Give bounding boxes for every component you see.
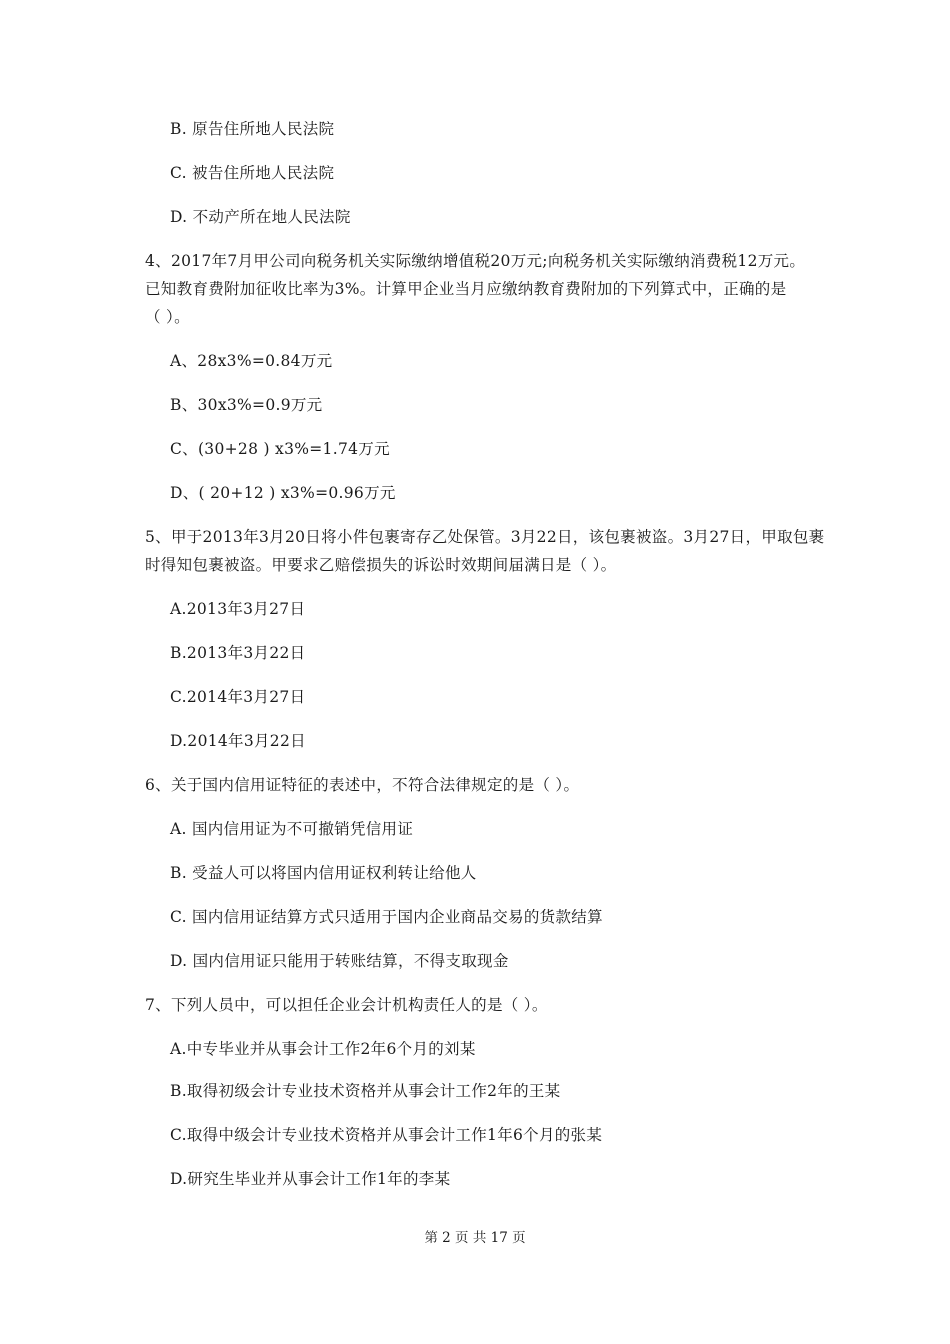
q4-stem-line-2: 已知教育费附加征收比率为3%。计算甲企业当月应缴纳教育费附加的下列算式中，正确的是 [145,280,787,298]
q4-option-a: A、28x3%=0.84万元 [170,352,333,370]
q3-option-c: C. 被告住所地人民法院 [170,164,335,182]
q7-option-d: D.研究生毕业并从事会计工作1年的李某 [170,1170,451,1188]
q7-option-b: B.取得初级会计专业技术资格并从事会计工作2年的王某 [170,1082,561,1100]
q6-option-b: B. 受益人可以将国内信用证权利转让给他人 [170,864,477,882]
q4-stem-line-3: （ ）。 [145,308,190,326]
q6-stem-line-1: 6、关于国内信用证特征的表述中，不符合法律规定的是（ ）。 [145,776,580,794]
q6-option-a: A. 国内信用证为不可撤销凭信用证 [170,820,414,838]
q5-stem-line-2: 时得知包裹被盗。甲要求乙赔偿损失的诉讼时效期间届满日是（ ）。 [145,556,617,574]
q3-option-d: D. 不动产所在地人民法院 [170,208,351,226]
q4-option-c: C、(30+28 ) x3%=1.74万元 [170,440,390,458]
q5-option-b: B.2013年3月22日 [170,644,306,662]
q5-option-d: D.2014年3月22日 [170,732,306,750]
page-number-footer: 第 2 页 共 17 页 [424,1230,526,1246]
q6-option-c: C. 国内信用证结算方式只适用于国内企业商品交易的货款结算 [170,908,603,926]
q7-stem-line-1: 7、下列人员中，可以担任企业会计机构责任人的是（ ）。 [145,996,548,1014]
q4-option-b: B、30x3%=0.9万元 [170,396,323,414]
q5-option-a: A.2013年3月27日 [170,600,306,618]
q4-option-d: D、( 20+12 ) x3%=0.96万元 [170,484,396,502]
q7-option-a: A.中专毕业并从事会计工作2年6个月的刘某 [170,1040,476,1058]
q5-option-c: C.2014年3月27日 [170,688,306,706]
q7-option-c: C.取得中级会计专业技术资格并从事会计工作1年6个月的张某 [170,1126,603,1144]
q4-stem-line-1: 4、2017年7月甲公司向税务机关实际缴纳增值税20万元;向税务机关实际缴纳消费税12万元。 [145,252,806,270]
q5-stem-line-1: 5、甲于2013年3月20日将小件包裹寄存乙处保管。3月22日，该包裹被盗。3月27日，甲取包裹 [145,528,825,546]
q6-option-d: D. 国内信用证只能用于转账结算，不得支取现金 [170,952,509,970]
q3-option-b: B. 原告住所地人民法院 [170,120,335,138]
